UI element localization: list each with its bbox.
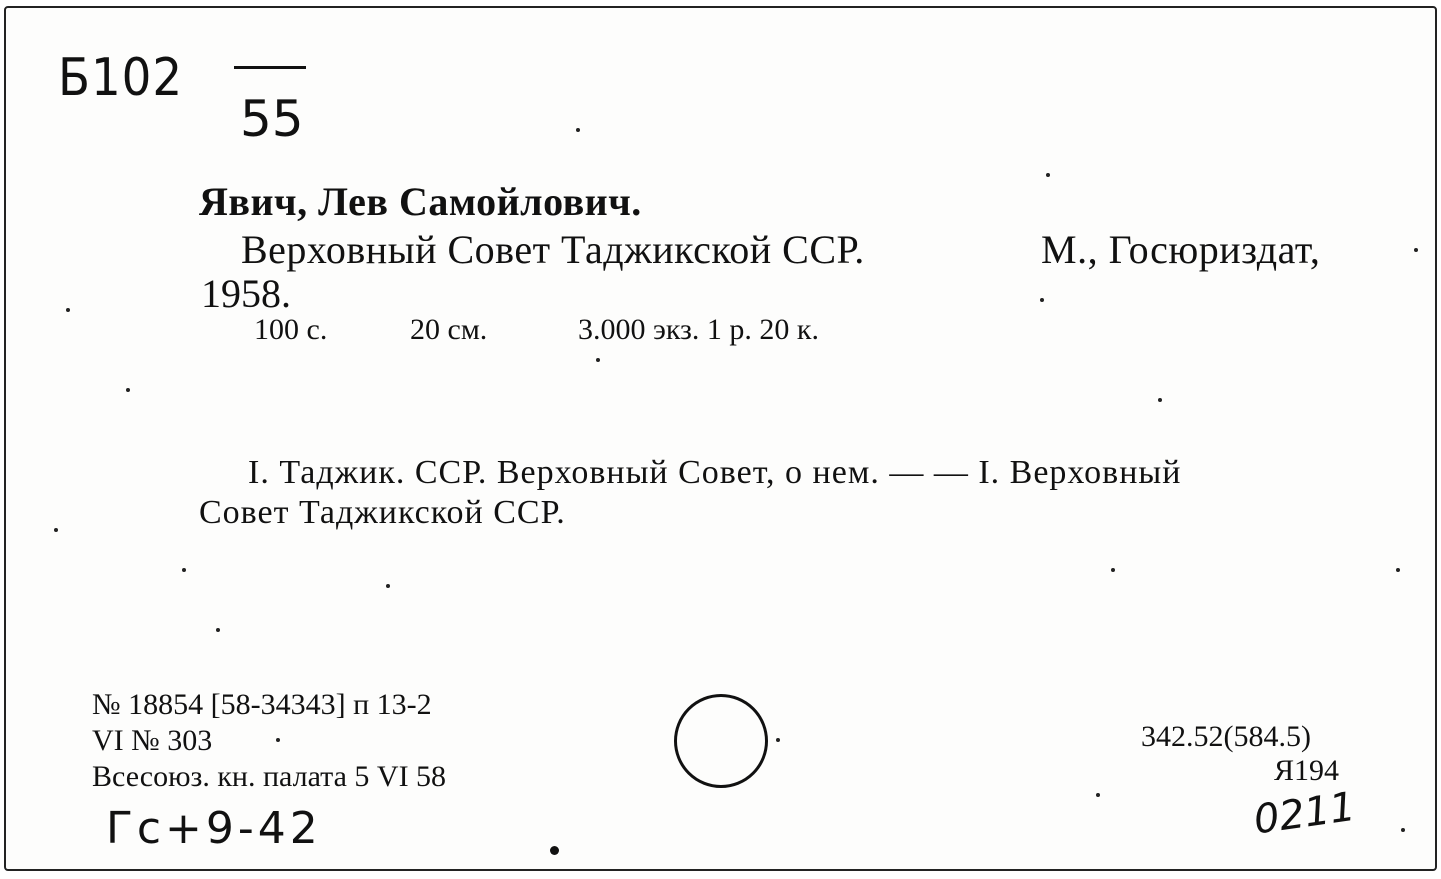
- speck: [1401, 828, 1405, 832]
- book-title: Верховный Совет Таджикской ССР.: [241, 227, 865, 272]
- speck: [182, 568, 186, 572]
- speck: [1396, 568, 1400, 572]
- shelfmark-fraction-bar: [234, 66, 306, 69]
- ink-dot: [550, 846, 559, 855]
- speck: [216, 628, 220, 632]
- speck: [386, 584, 390, 588]
- speck: [776, 738, 780, 742]
- speck: [1096, 793, 1100, 797]
- catalog-card: [4, 6, 1437, 871]
- speck: [276, 738, 280, 742]
- classification-number: 342.52(584.5): [1141, 720, 1311, 753]
- subject-tracing-line-2: Совет Таджикской ССР.: [199, 494, 566, 531]
- speck: [66, 308, 70, 312]
- author-heading: Явич, Лев Самойлович.: [199, 179, 642, 224]
- page-count: 100 с.: [254, 313, 328, 346]
- shelfmark-number: 55: [240, 90, 304, 148]
- imprint: М., Госюриздат,: [1041, 227, 1321, 272]
- book-size: 20 см.: [410, 313, 488, 346]
- record-chamber: Всесоюз. кн. палата 5 VI 58: [92, 760, 447, 793]
- copies-and-price: 3.000 экз. 1 р. 20 к.: [578, 313, 819, 346]
- handwritten-note-bottom: Гс+9-42: [106, 803, 322, 854]
- speck: [576, 128, 580, 132]
- speck: [54, 528, 58, 532]
- subject-tracing-line-1: I. Таджик. ССР. Верховный Совет, о нем. — — I. Верховный: [248, 454, 1182, 491]
- record-number: № 18854 [58-34343] п 13-2: [92, 688, 432, 721]
- speck: [1414, 248, 1418, 252]
- speck: [126, 388, 130, 392]
- speck: [1046, 173, 1050, 177]
- shelfmark-code: Б102: [58, 48, 184, 108]
- speck: [1158, 398, 1162, 402]
- speck: [1111, 568, 1115, 572]
- publication-year: 1958.: [201, 271, 291, 316]
- author-mark: Я194: [1274, 754, 1340, 787]
- speck: [596, 358, 600, 362]
- card-hole: [674, 694, 768, 788]
- speck: [1040, 298, 1044, 302]
- handwritten-note-right: 0211: [1251, 783, 1359, 844]
- record-series: VI № 303: [92, 724, 213, 757]
